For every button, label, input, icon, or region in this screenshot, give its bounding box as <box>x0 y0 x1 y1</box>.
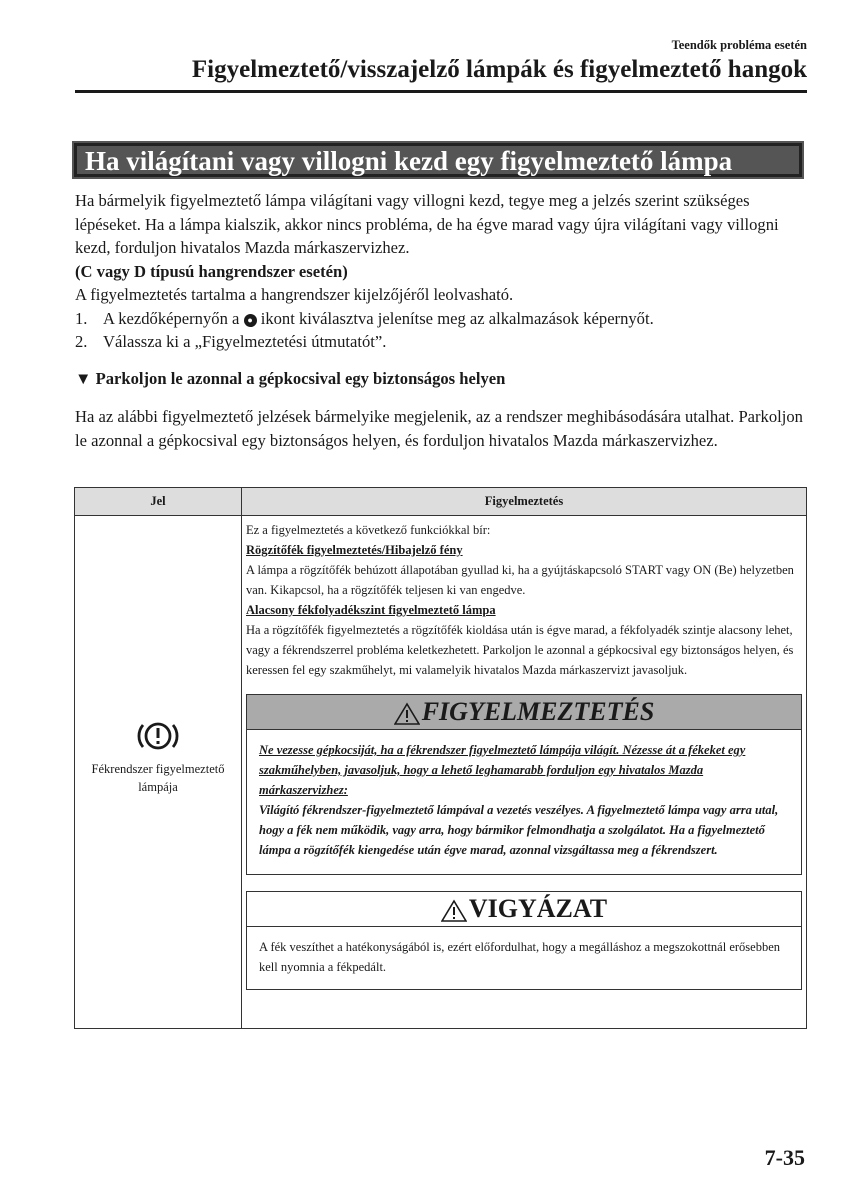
caution-triangle-icon <box>441 899 467 923</box>
audio-text: A figyelmeztetés tartalma a hangrendszer kijelzőjéről leolvasható. <box>75 285 514 304</box>
intro-paragraph: Ha bármelyik figyelmeztető lámpa világítani vagy villogni kezd, tegye meg a jelzés szerint szükséges lépéseket. Ha a lámpa kialszik, akkor nincs probléma, de ha égve marad vagy újra világítani vagy villogni kezd, forduljon hivatalos Mazda márkaszervizhez. <box>75 191 779 257</box>
content-paragraph-1: A lámpa a rögzítőfék behúzott állapotában gyullad ki, ha a gyújtáskapcsoló START vagy ON (Be) helyzetben van. Kikapcsol, ha a rögzítőfék teljesen ki van engedve. <box>246 563 794 597</box>
section-banner: Ha világítani vagy villogni kezd egy figyelmeztető lámpa <box>74 143 802 177</box>
caution-title: VIGYÁZAT <box>468 894 608 923</box>
table-row <box>75 516 807 1029</box>
content-heading-2: Alacsony fékfolyadékszint figyelmeztető lámpa <box>246 603 496 617</box>
list-number: 1. <box>75 308 88 328</box>
para2: Ha az alábbi figyelmeztető jelzések bármelyike megjelenik, az a rendszer meghibásodására utalhat. Parkoljon le azonnal a gépkocsival egy biztonságos helyen, és forduljon hivatalos Mazda márkaszervizhez. <box>75 407 803 450</box>
caution-box <box>246 891 802 990</box>
subheading: ▼ Parkoljon le azonnal a gépkocsival egy biztonságos helyen <box>75 369 506 388</box>
header-kicker: Teendők probléma esetén <box>671 38 807 52</box>
page-title: Figyelmeztető/visszajelző lámpák és figyelmeztető hangok <box>75 56 807 93</box>
caution-text: A fék veszíthet a hatékonyságából is, ezért előfordulhat, hogy a megálláshoz a megszokottnál erősebben kell nyomnia a fékpedált. <box>259 940 781 974</box>
warning-table <box>74 487 807 1029</box>
list-number: 2. <box>75 332 88 351</box>
content-cell <box>242 516 807 1029</box>
warning-line-2: Világító fékrendszer-figyelmeztető lámpával a vezetés veszélyes. A figyelmeztető lámpa vagy arra utal, hogy a fék nem működik, vagy arra, hogy bármikor felmondhatja a szolgálatot. Ha a figyelmeztető lámpa a rögzítőfék kiengedése után égve marad, azonnal vizsgáltassa meg a fékrendszert. <box>259 803 779 857</box>
step-text-before: A kezdőképernyőn a <box>103 308 240 328</box>
home-apps-icon: ● <box>244 314 257 327</box>
step-text-after: ikont kiválasztva jelenítse meg az alkalmazások képernyőt. <box>260 308 654 328</box>
warning-box <box>246 694 802 875</box>
sign-label: Fékrendszer figyelmeztető lámpája <box>91 762 225 794</box>
brake-warning-icon <box>134 716 182 756</box>
para2-block <box>75 405 810 452</box>
sign-cell <box>75 516 242 1029</box>
step-text: Válassza ki a „Figyelmeztetési útmutatót”. <box>103 332 387 351</box>
content-paragraph-2: Ha a rögzítőfék figyelmeztetés a rögzítőfék kioldása után is égve marad, a fékfolyadék szintje alacsony lehet, vagy a fékrendszerrel probléma keletkezhetett. Parkoljon le azonnal a gépkocsival egy biztonságos helyen, és keressen fel egy szakműhelyt, mi valamelyik hivatalos Mazda márkaszervizt javasoljuk. <box>246 623 794 677</box>
warning-triangle-icon <box>394 702 420 726</box>
audio-note: (C vagy D típusú hangrendszer esetén) <box>75 261 348 281</box>
content-lead: Ez a figyelmeztetés a következő funkciókkal bír: <box>246 523 491 537</box>
list-item <box>75 307 810 331</box>
list-item <box>75 330 810 354</box>
content-heading-1: Rögzítőfék figyelmeztetés/Hibajelző fény <box>246 543 463 557</box>
table-header-row <box>75 488 807 516</box>
column-header-warning: Figyelmeztetés <box>242 488 807 516</box>
column-header-sign: Jel <box>75 488 242 516</box>
intro-block <box>75 189 810 354</box>
warning-title: FIGYELMEZTETÉS <box>421 697 655 726</box>
page-number: 7-35 <box>764 1145 805 1170</box>
warning-line-1: Ne vezesse gépkocsiját, ha a fékrendszer figyelmeztető lámpája világít. Nézesse át a fékeket egy szakműhelyben, javasoljuk, hogy a lehető leghamarabb forduljon egy hivatalos Mazda márkaszervizhez: <box>259 743 746 797</box>
